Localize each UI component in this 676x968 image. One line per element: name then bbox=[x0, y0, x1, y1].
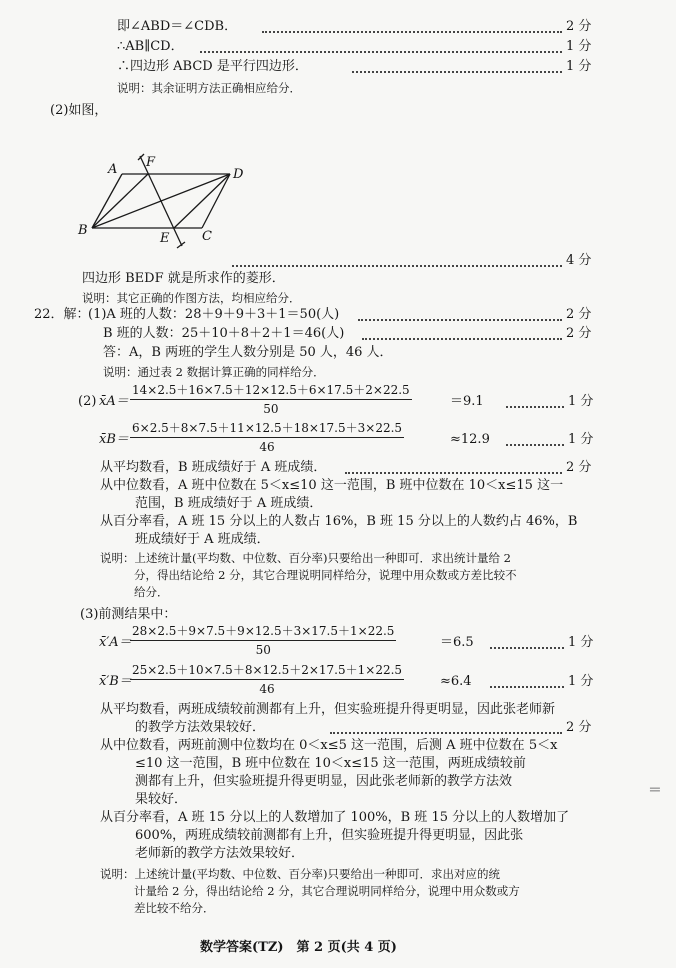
pre-mean-b-symbol: x̄′B＝ bbox=[99, 674, 132, 689]
mean-a-result: ＝9.1 bbox=[450, 394, 484, 409]
label-b: B bbox=[78, 223, 88, 238]
proof-line-3: ∴四边形 ABCD 是平行四边形． bbox=[117, 59, 308, 74]
score-mark: 2 分 bbox=[566, 307, 592, 322]
pre-mean-a-result: ＝6.5 bbox=[440, 635, 474, 650]
part-3-heading: (3)前测结果中： bbox=[80, 607, 177, 622]
pre-mean-b-numerator: 25×2.5＋10×7.5＋8×12.5＋2×17.5＋1×22.5 bbox=[130, 661, 404, 680]
side-ed bbox=[174, 174, 230, 228]
part2-heading: (2)如图， bbox=[50, 103, 108, 118]
percent-comparison-2: 班成绩好于 A 班成绩． bbox=[135, 532, 270, 547]
label-a: A bbox=[108, 162, 118, 177]
median-comparison-1: 从中位数看，A 班中位数在 5＜x≤10 这一范围，B 班中位数在 10＜x≤15 这一 bbox=[100, 478, 564, 493]
part-2-label: (2) bbox=[78, 394, 97, 409]
pre-mean-a-symbol: x̄′A＝ bbox=[99, 635, 132, 650]
leader-dots bbox=[506, 404, 564, 408]
side-bf bbox=[92, 174, 148, 228]
mean-a-denominator: 50 bbox=[263, 402, 279, 416]
leader-dots bbox=[490, 684, 564, 688]
margin-mark: ═ bbox=[650, 780, 660, 799]
score-mark: 1 分 bbox=[568, 674, 594, 689]
mean-a-fraction bbox=[130, 381, 412, 416]
leader-dots bbox=[330, 730, 562, 734]
score-mark: 1 分 bbox=[568, 394, 594, 409]
p3-percent-line-2: 600%，两班成绩较前测都有上升，但实验班提升得更明显，因此张 bbox=[135, 828, 524, 843]
q22-note-2-line-2: 分，得出结论给 2 分，其它合理说明同样给分，说理中用众数或方差比较不 bbox=[134, 568, 517, 582]
p3-percent-line-3: 老师新的教学方法效果较好． bbox=[135, 846, 305, 861]
label-f: F bbox=[146, 155, 156, 170]
p3-avg-line-1: 从平均数看，两班成绩较前测都有上升，但实验班提升得更明显，因此张老师新 bbox=[100, 702, 556, 717]
leader-dots bbox=[232, 263, 562, 267]
p3-avg-line-2: 的教学方法效果较好． bbox=[135, 720, 266, 735]
mean-a-numerator: 14×2.5＋16×7.5＋12×12.5＋6×17.5＋2×22.5 bbox=[130, 381, 412, 400]
q22-note-2-line-3: 给分． bbox=[134, 585, 169, 599]
leader-dots bbox=[490, 645, 564, 649]
rhombus-construction-diagram bbox=[70, 118, 260, 258]
leader-dots bbox=[358, 317, 562, 321]
part2-note: 说明：其它正确的作图方法，均相应给分． bbox=[82, 291, 301, 305]
leader-dots bbox=[262, 29, 562, 33]
leader-dots bbox=[352, 69, 562, 73]
mean-b-result: ≈12.9 bbox=[450, 432, 490, 447]
score-mark: 2 分 bbox=[566, 460, 592, 475]
score-mark: 1 分 bbox=[566, 59, 592, 74]
proof-note: 说明：其余证明方法正确相应给分． bbox=[117, 81, 301, 95]
side-ab bbox=[92, 174, 122, 228]
score-mark: 2 分 bbox=[566, 720, 592, 735]
leader-dots bbox=[506, 442, 564, 446]
q22-class-a-count: (1)A 班的人数：28＋9＋9＋3＋1＝50(人) bbox=[88, 307, 340, 322]
score-mark: 1 分 bbox=[568, 432, 594, 447]
mean-a-symbol: x̄A＝ bbox=[99, 394, 129, 409]
score-mark: 4 分 bbox=[566, 253, 592, 268]
pre-mean-a-numerator: 28×2.5＋9×7.5＋9×12.5＋3×17.5＋1×22.5 bbox=[130, 622, 396, 641]
score-mark: 1 分 bbox=[566, 39, 592, 54]
side-cd bbox=[202, 174, 230, 228]
p3-median-line-3: 测都有上升，但实验班提升得更明显，因此张老师新的教学方法效 bbox=[135, 774, 513, 789]
p3-percent-line-1: 从百分率看，A 班 15 分以上的人数增加了 100%，B 班 15 分以上的人数增加了 bbox=[100, 810, 570, 825]
rhombus-conclusion: 四边形 BEDF 就是所求作的菱形． bbox=[82, 271, 285, 286]
q22-class-b-count: B 班的人数：25＋10＋8＋2＋1＝46(人) bbox=[103, 326, 345, 341]
pre-mean-b-result: ≈6.4 bbox=[440, 674, 472, 689]
pre-mean-b-fraction bbox=[130, 661, 404, 696]
label-e: E bbox=[160, 231, 170, 246]
q22-note-3-line-1: 说明：上述统计量(平均数、中位数、百分率)只要给出一种即可．求出对应的统 bbox=[100, 867, 500, 881]
q22-label: 22．解： bbox=[34, 307, 90, 322]
score-mark: 2 分 bbox=[566, 19, 592, 34]
p3-median-line-2: ≤10 这一范围，B 班中位数在 10＜x≤15 这一范围，两班成绩较前 bbox=[135, 756, 526, 771]
leader-dots bbox=[345, 470, 562, 474]
pre-mean-a-fraction bbox=[130, 622, 396, 657]
q22-answer: 答：A，B 两班的学生人数分别是 50 人，46 人． bbox=[103, 345, 393, 360]
median-comparison-2: 范围，B 班成绩好于 A 班成绩． bbox=[135, 496, 323, 511]
p3-median-line-4: 果较好． bbox=[135, 792, 188, 807]
label-d: D bbox=[233, 167, 244, 182]
proof-line-1: 即∠ABD＝∠CDB． bbox=[117, 19, 238, 34]
pre-mean-a-denominator: 50 bbox=[255, 643, 271, 657]
p3-median-line-1: 从中位数看，两班前测中位数均在 0＜x≤5 这一范围，后测 A 班中位数在 5＜x bbox=[100, 738, 558, 753]
q22-note-3-line-2: 计量给 2 分，得出结论给 2 分，其它合理说明同样给分，说理中用众数或方 bbox=[134, 884, 520, 898]
leader-dots bbox=[200, 49, 562, 53]
mean-b-numerator: 6×2.5＋8×7.5＋11×12.5＋18×17.5＋3×22.5 bbox=[130, 419, 404, 438]
q22-note-2-line-1: 说明：上述统计量(平均数、中位数、百分率)只要给出一种即可．求出统计量给 2 bbox=[100, 551, 511, 565]
leader-dots bbox=[362, 336, 562, 340]
label-c: C bbox=[202, 229, 212, 244]
q22-note-1: 说明：通过表 2 数据计算正确的同样给分． bbox=[103, 365, 325, 379]
proof-line-2: ∴AB∥CD． bbox=[117, 39, 184, 54]
mean-b-symbol: x̄B＝ bbox=[99, 432, 129, 447]
score-mark: 2 分 bbox=[566, 326, 592, 341]
q22-note-3-line-3: 差比较不给分． bbox=[134, 901, 215, 915]
percent-comparison-1: 从百分率看，A 班 15 分以上的人数占 16%，B 班 15 分以上的人数约占 46%，B bbox=[100, 514, 578, 529]
avg-comparison: 从平均数看，B 班成绩好于 A 班成绩． bbox=[100, 460, 327, 475]
pre-mean-b-denominator: 46 bbox=[259, 682, 275, 696]
page-footer: 数学答案(TZ) 第 2 页(共 4 页) bbox=[200, 940, 397, 955]
mean-b-denominator: 46 bbox=[259, 440, 275, 454]
score-mark: 1 分 bbox=[568, 635, 594, 650]
mean-b-fraction bbox=[130, 419, 404, 454]
